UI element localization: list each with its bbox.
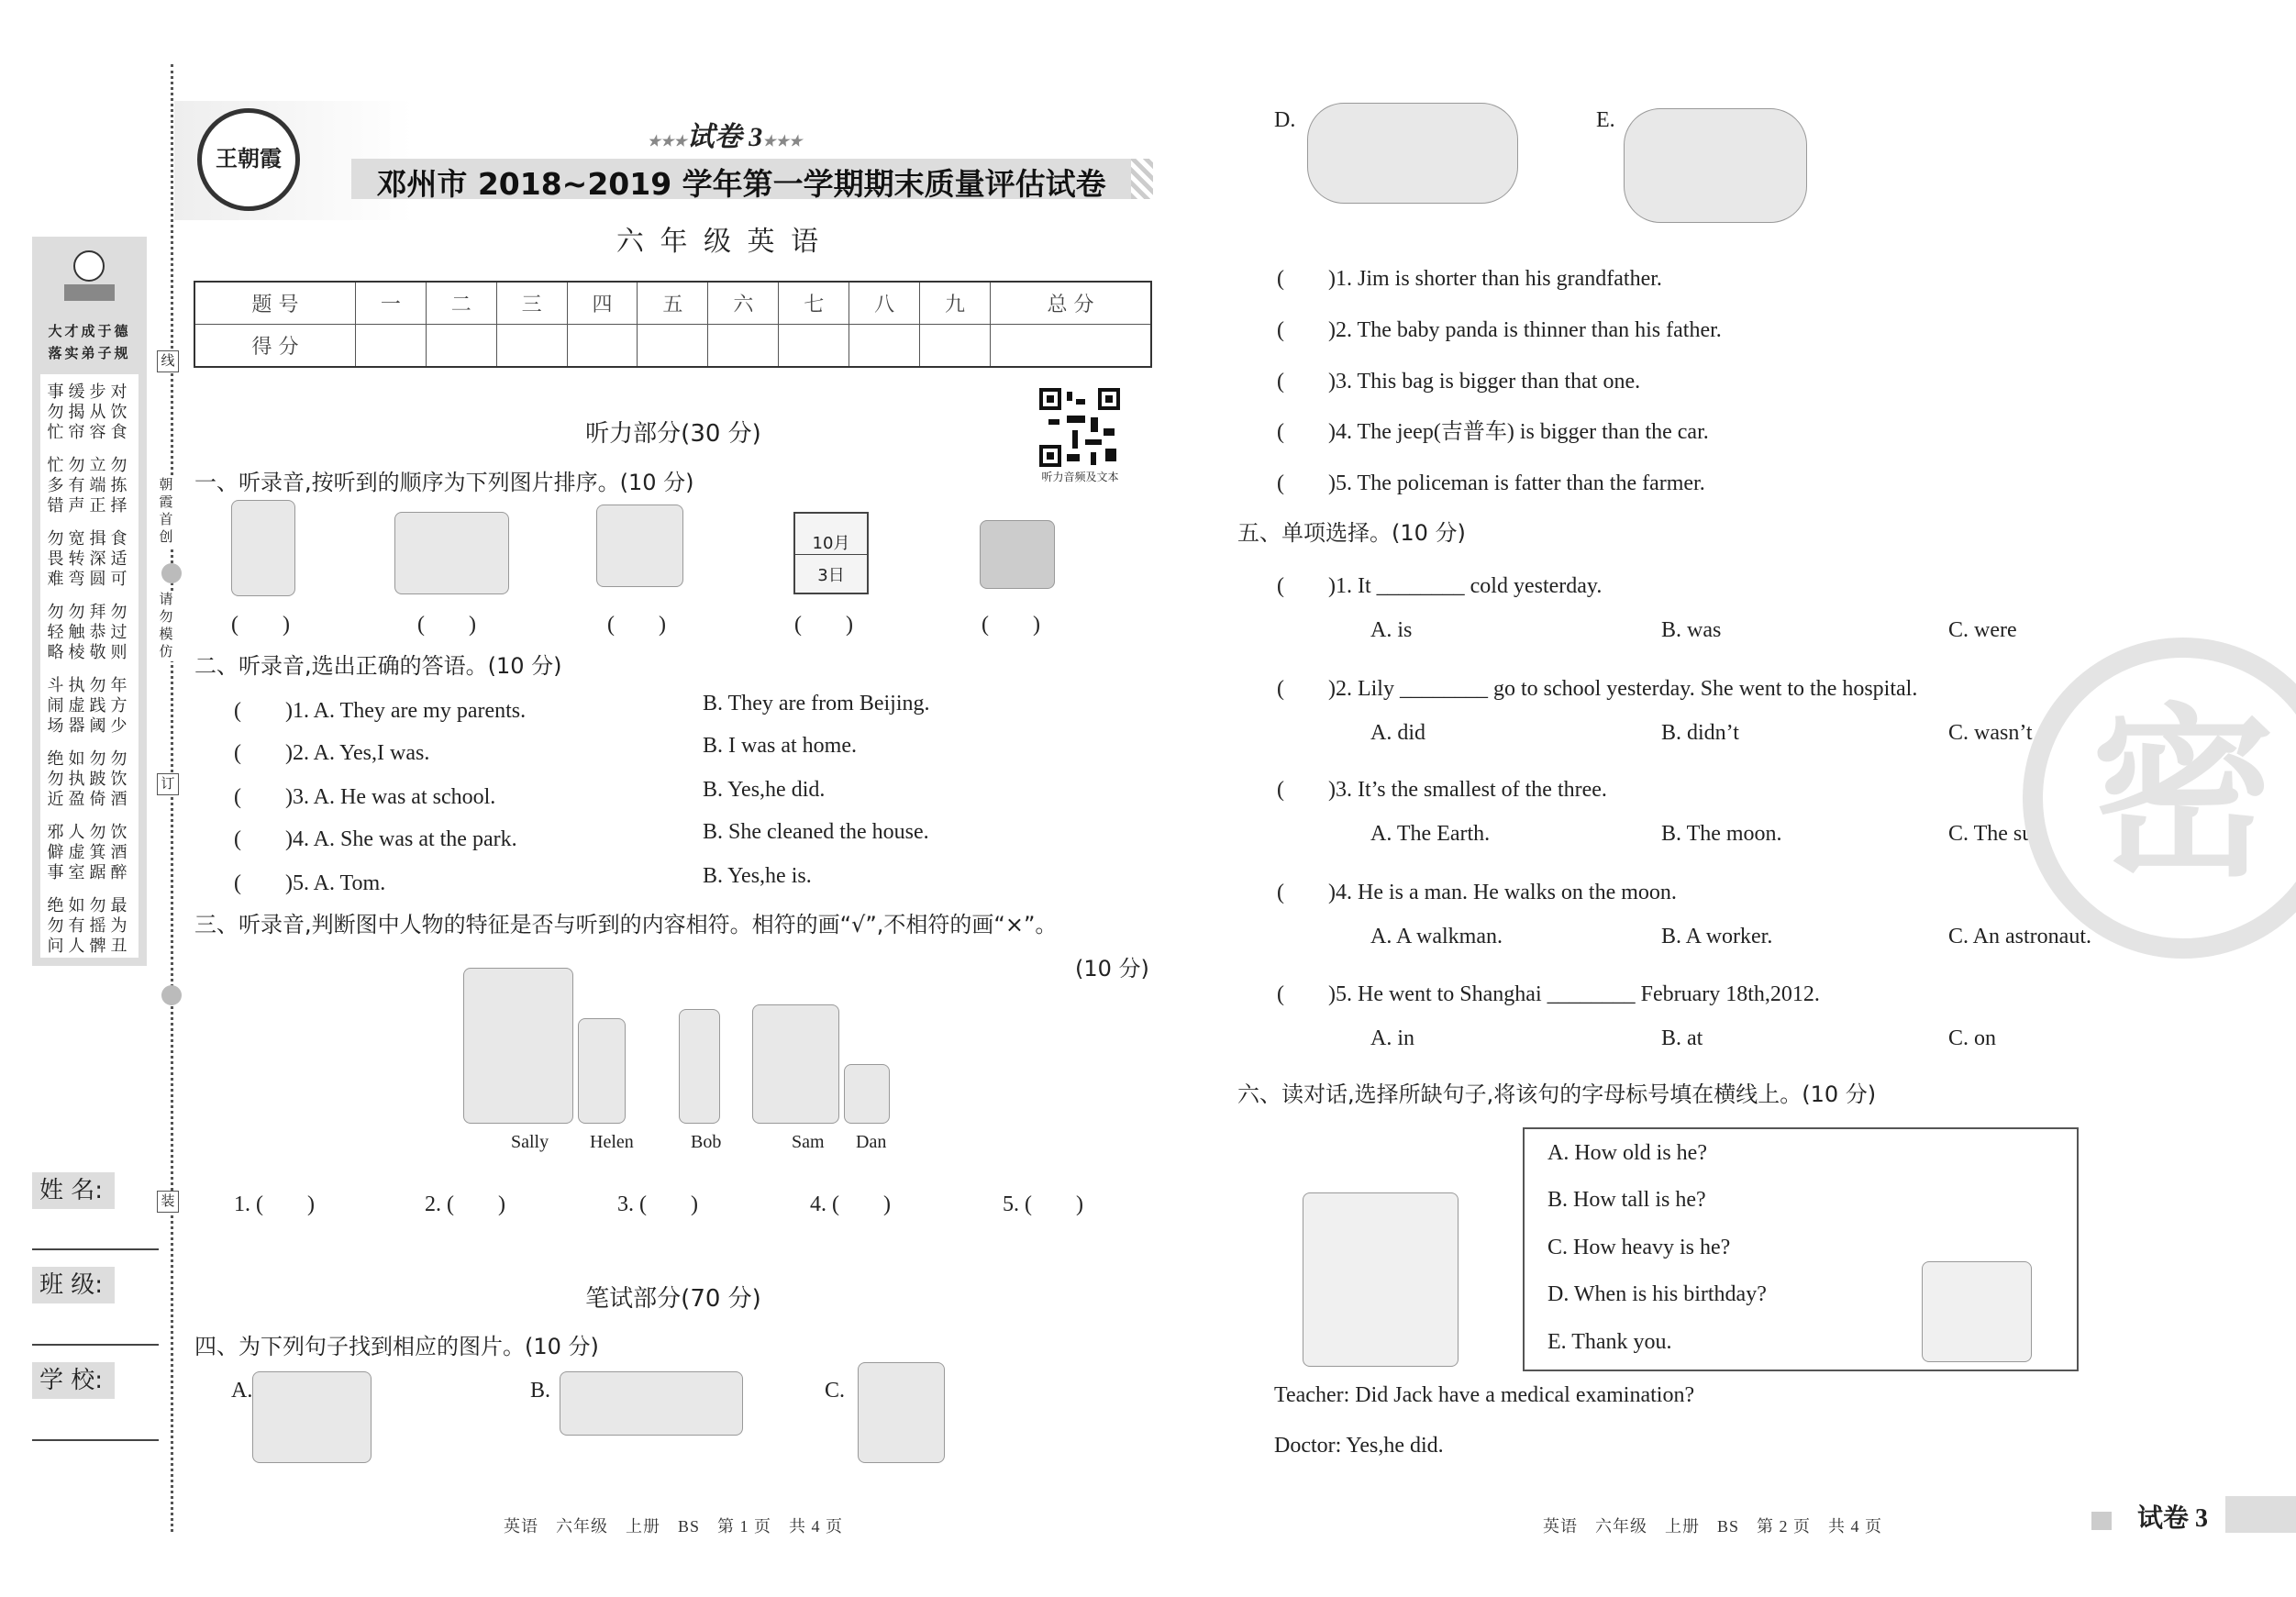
score-cell[interactable] — [779, 325, 849, 368]
poem-line: 勿有摇为 — [47, 916, 132, 935]
poem-line: 绝如勿最 — [47, 896, 132, 915]
dialogue-option: D. When is his birthday? — [1547, 1282, 1767, 1306]
table-header-cell: 八 — [849, 282, 920, 325]
dialogue-option: A. How old is he? — [1547, 1141, 1707, 1165]
choice-option[interactable]: A. is — [1370, 618, 1413, 642]
class-field[interactable] — [32, 1344, 159, 1346]
section-3-points: (10 分) — [1075, 956, 1149, 981]
choice-option[interactable]: B. The moon. — [1661, 822, 1782, 846]
question-item: ( )2. A. Yes,I was. — [234, 741, 430, 765]
margin-warning: 请勿模仿 — [156, 592, 176, 661]
answer-blank[interactable]: 2. ( ) — [425, 1192, 505, 1216]
choice-option[interactable]: C. were — [1948, 618, 2017, 642]
page-footer-left: 英语 六年级 上册 BS 第 1 页 共 4 页 — [503, 1517, 843, 1536]
section-3-heading: 三、听录音,判断图中人物的特征是否与听到的内容相符。相符的画“√”,不相符的画“×”。 — [194, 912, 1058, 937]
order-blank[interactable]: ( ) — [417, 613, 476, 637]
qr-code[interactable] — [1039, 388, 1120, 467]
jump-rope-picture — [231, 500, 295, 596]
answer-blank[interactable]: 4. ( ) — [810, 1192, 891, 1216]
option-b: B. I was at home. — [703, 734, 857, 758]
sally-figure — [463, 968, 573, 1124]
choice-option[interactable]: A. in — [1370, 1026, 1414, 1050]
order-blank[interactable]: ( ) — [231, 613, 290, 637]
poem-line: 事室踞醉 — [47, 863, 132, 882]
score-cell[interactable] — [990, 325, 1151, 368]
confidential-seal-watermark: 密 — [2023, 638, 2296, 959]
poem-line: 忙勿立勿 — [47, 456, 132, 474]
option-b: B. She cleaned the house. — [703, 820, 929, 844]
poem-line: 勿执跛饮 — [47, 770, 132, 788]
football-picture — [394, 512, 509, 594]
table-header-cell: 六 — [708, 282, 779, 325]
poem-line: 勿揭从饮 — [47, 403, 132, 421]
option-b: B. They are from Beijing. — [703, 692, 930, 715]
writing-section-title: 笔试部分(70 分) — [585, 1285, 761, 1313]
choice-option[interactable]: A. A walkman. — [1370, 925, 1503, 948]
poem-text — [40, 374, 139, 958]
table-header-cell: 二 — [426, 282, 496, 325]
policeman-farmer-picture — [252, 1371, 372, 1463]
poem-line: 事缓步对 — [47, 383, 132, 401]
score-cell[interactable] — [496, 325, 567, 368]
school-field[interactable] — [32, 1439, 159, 1441]
dialogue-line: Teacher: Did Jack have a medical examination? — [1274, 1383, 1695, 1407]
choice-question: ( )2. Lily ________ go to school yesterday. She went to the hospital. — [1277, 677, 1918, 701]
poem-line: 场器阈少 — [47, 716, 132, 735]
paper-badge: 试卷 3 — [2137, 1504, 2209, 1533]
choice-option[interactable]: A. did — [1370, 721, 1425, 745]
poem-line: 略棱敬则 — [47, 643, 132, 661]
smiley-icon — [161, 563, 182, 583]
question-item: ( )4. A. She was at the park. — [234, 827, 517, 851]
poem-line: 多有端拣 — [47, 476, 132, 494]
choice-option[interactable]: C. on — [1948, 1026, 1997, 1050]
dialogue-line: Doctor: Yes,he did. — [1274, 1434, 1444, 1458]
badge-band — [2225, 1496, 2296, 1533]
calendar-picture: 10月 3日 — [793, 512, 869, 594]
score-row-label: 得 分 — [194, 325, 355, 368]
swimming-picture — [596, 505, 683, 587]
order-blank[interactable]: ( ) — [794, 613, 853, 637]
title-band-pattern — [1131, 159, 1153, 199]
page-footer-right: 英语 六年级 上册 BS 第 2 页 共 4 页 — [1542, 1517, 1882, 1536]
score-cell[interactable] — [849, 325, 920, 368]
poem-line: 勿宽揖食 — [47, 529, 132, 548]
question-item: ( )1. A. They are my parents. — [234, 699, 527, 723]
sam-figure — [752, 1004, 839, 1124]
badge-decoration — [2091, 1512, 2112, 1530]
score-cell[interactable] — [355, 325, 426, 368]
section-4-heading: 四、为下列句子找到相应的图片。(10 分) — [194, 1334, 599, 1359]
matching-item: ( )1. Jim is shorter than his grandfather. — [1277, 267, 1662, 291]
bob-figure — [679, 1009, 720, 1124]
picture-label-e: E. — [1596, 108, 1615, 132]
name-field[interactable] — [32, 1248, 159, 1250]
choice-option[interactable]: C. An astronaut. — [1948, 925, 2091, 948]
table-header-cell: 一 — [355, 282, 426, 325]
qr-caption: 听力音频及文本 — [1041, 471, 1119, 483]
section-6-heading: 六、读对话,选择所缺句子,将该句的字母标号填在横线上。(10 分) — [1237, 1081, 1877, 1107]
answer-blank[interactable]: 1. ( ) — [234, 1192, 315, 1216]
choice-option[interactable]: C. wasn’t — [1948, 721, 2033, 745]
table-header-cell: 九 — [920, 282, 991, 325]
margin-brand: 朝霞首创 — [156, 477, 176, 547]
margin-label-zhuang: 装 — [157, 1191, 179, 1213]
answer-blank[interactable]: 3. ( ) — [617, 1192, 698, 1216]
table-header-cell: 总 分 — [990, 282, 1151, 325]
table-header-cell: 五 — [638, 282, 708, 325]
picture-label-b: B. — [530, 1379, 551, 1403]
dialogue-option: E. Thank you. — [1547, 1330, 1672, 1354]
poem-line: 忙帘容食 — [47, 423, 132, 441]
figure-name: Sally — [511, 1132, 549, 1152]
section-1-heading: 一、听录音,按听到的顺序为下列图片排序。(10 分) — [194, 470, 694, 495]
matching-item: ( )2. The baby panda is thinner than his father. — [1277, 318, 1722, 342]
grandfather-boy-picture — [858, 1362, 945, 1463]
margin-label-ding: 订 — [157, 773, 179, 795]
choice-option[interactable]: C. The sun. — [1948, 822, 2050, 846]
smiley-icon — [161, 985, 182, 1005]
helen-figure — [578, 1018, 626, 1124]
gift-box-picture — [980, 520, 1055, 589]
motto-line: 落实弟子规 — [48, 345, 131, 361]
section-5-heading: 五、单项选择。(10 分) — [1237, 520, 1466, 546]
question-item: ( )5. A. Tom. — [234, 871, 386, 895]
option-b: B. Yes,he did. — [703, 778, 826, 802]
choice-option[interactable]: A. The Earth. — [1370, 822, 1491, 846]
boy-reading-icon — [60, 246, 119, 310]
figure-name: Sam — [792, 1132, 825, 1152]
poem-line: 轻触恭过 — [47, 623, 132, 641]
table-header-cell: 题 号 — [194, 282, 355, 325]
picture-label-d: D. — [1274, 108, 1296, 132]
answer-blank[interactable]: 5. ( ) — [1003, 1192, 1083, 1216]
order-blank[interactable]: ( ) — [607, 613, 666, 637]
name-label: 姓 名: — [32, 1172, 115, 1209]
poem-line: 近盈倚酒 — [47, 790, 132, 808]
choice-option[interactable]: B. was — [1661, 618, 1722, 642]
poem-line: 勿勿拜勿 — [47, 603, 132, 621]
dialogue-option: C. How heavy is he? — [1547, 1236, 1731, 1259]
margin-label-xian: 线 — [157, 350, 179, 372]
choice-question: ( )5. He went to Shanghai ________ February 18th,2012. — [1277, 982, 1820, 1006]
option-b: B. Yes,he is. — [703, 864, 812, 888]
choice-option[interactable]: B. at — [1661, 1026, 1703, 1050]
figure-name: Bob — [691, 1132, 722, 1152]
poem-line: 难弯圆可 — [47, 570, 132, 588]
bags-picture — [1307, 103, 1518, 204]
question-item: ( )3. A. He was at school. — [234, 785, 496, 809]
figure-name: Dan — [856, 1132, 887, 1152]
section-2-heading: 二、听录音,选出正确的答语。(10 分) — [194, 653, 562, 679]
picture-label-c: C. — [825, 1379, 846, 1403]
table-header-cell: 四 — [567, 282, 638, 325]
teacher-doctor-picture — [1303, 1192, 1459, 1367]
poem-line: 问人髀丑 — [47, 937, 132, 955]
choice-option[interactable]: B. A worker. — [1661, 925, 1773, 948]
score-cell[interactable] — [638, 325, 708, 368]
matching-item: ( )5. The policeman is fatter than the farmer. — [1277, 471, 1705, 495]
poem-line: 绝如勿勿 — [47, 749, 132, 768]
choice-question: ( )1. It ________ cold yesterday. — [1277, 574, 1603, 598]
poem-line: 斗执勿年 — [47, 676, 132, 694]
dialogue-option: B. How tall is he? — [1547, 1188, 1706, 1212]
exam-title: 邓州市 2018~2019 学年第一学期期末质量评估试卷 — [376, 166, 1106, 202]
boy-doctor-picture — [1922, 1261, 2032, 1362]
binding-line — [171, 64, 173, 1532]
score-table — [194, 281, 1152, 368]
score-cell[interactable] — [920, 325, 991, 368]
school-label: 学 校: — [32, 1362, 115, 1399]
table-header-cell: 七 — [779, 282, 849, 325]
choice-question: ( )4. He is a man. He walks on the moon. — [1277, 881, 1677, 904]
picture-label-a: A. — [231, 1379, 253, 1403]
dan-figure — [844, 1064, 890, 1124]
subject-title: 六 年 级 英 语 — [616, 226, 823, 258]
score-cell[interactable] — [567, 325, 638, 368]
matching-item: ( )4. The jeep(吉普车) is bigger than the car. — [1277, 420, 1709, 444]
poem-line: 闹虚践方 — [47, 696, 132, 715]
poem-line: 畏转深适 — [47, 549, 132, 568]
brand-logo: 王朝霞 — [197, 108, 300, 211]
poem-line: 邪人勿饮 — [47, 823, 132, 841]
pandas-picture — [1624, 108, 1807, 223]
figure-name: Helen — [590, 1132, 634, 1152]
motto-sidebar — [32, 237, 147, 966]
listening-section-title: 听力部分(30 分) — [585, 420, 761, 448]
class-label: 班 级: — [32, 1267, 115, 1303]
score-cell[interactable] — [426, 325, 496, 368]
matching-item: ( )3. This bag is bigger than that one. — [1277, 370, 1641, 394]
order-blank[interactable]: ( ) — [982, 613, 1040, 637]
poem-line: 错声正择 — [47, 496, 132, 515]
jeep-car-picture — [560, 1371, 743, 1436]
score-cell[interactable] — [708, 325, 779, 368]
poem-line: 僻虚箕酒 — [47, 843, 132, 861]
choice-option[interactable]: B. didn’t — [1661, 721, 1739, 745]
choice-question: ( )3. It’s the smallest of the three. — [1277, 778, 1607, 802]
paper-label: ★★★试卷 3★★★ — [647, 122, 803, 152]
motto-line: 大才成于德 — [48, 323, 131, 339]
table-header-cell: 三 — [496, 282, 567, 325]
